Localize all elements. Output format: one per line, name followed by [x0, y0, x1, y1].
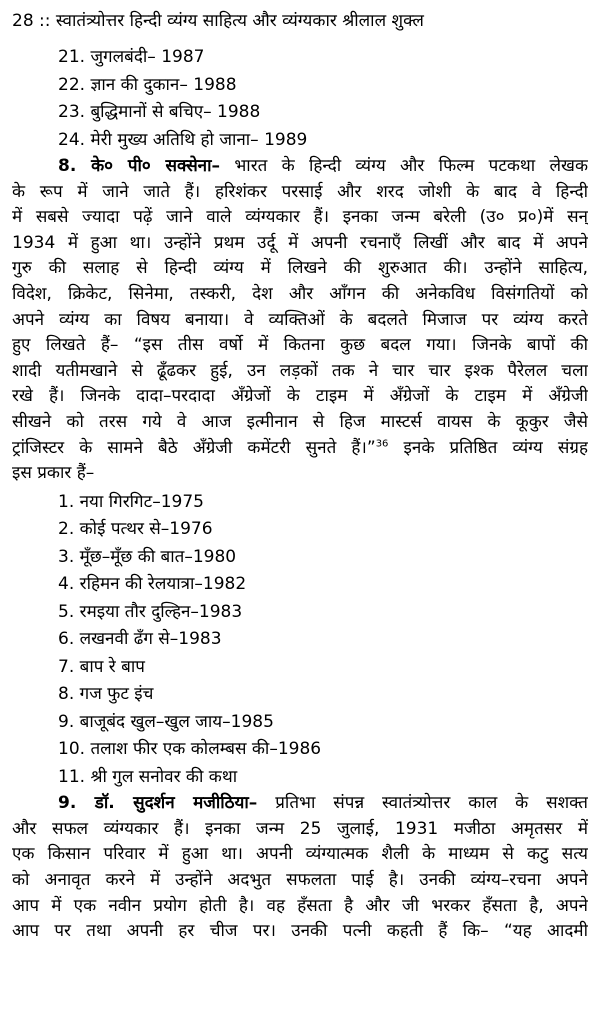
list-item: 21. जुगलबंदी– 1987 — [58, 47, 205, 67]
paragraph-line: में सबसे ज्यादा पढ़ें जाने वाले व्यंग्यकार हैं। इनका जन्म बरेली (उ० प्र०)में सन् — [12, 207, 588, 228]
list-item: 24. मेरी मुख्य अतिथि हो जाना– 1989 — [58, 129, 308, 150]
section-9-paragraph — [12, 791, 588, 945]
list-item: 11. श्री गुल सनोवर की कथा — [58, 766, 238, 787]
paragraph-line: हुए लिखते हैं– “इस तीस वर्षो में कितना कुछ बदल गया। जिनके बापों की — [12, 335, 588, 356]
paragraph-line: अपने व्यंग्य का विषय बनाया। वे व्यक्तिओं के बदलते मिजाज पर व्यंग्य करते — [12, 309, 588, 330]
paragraph-line: विदेश, क्रिकेट, सिनेमा, तस्करी, देश और आँगन की अनेकविध विसंगतियों को — [12, 283, 588, 304]
paragraph-line: इस प्रकार हैं– — [12, 463, 95, 484]
list-item: 22. ज्ञान की दुकान– 1988 — [58, 74, 237, 95]
list-item: 2. कोई पत्थर से–1976 — [58, 519, 213, 540]
running-title: स्वातंत्र्योत्तर हिन्दी व्यंग्य साहित्य और व्यंग्यकार श्रीलाल शुक्ल — [55, 11, 424, 31]
list-item: 7. बाप रे बाप — [58, 656, 145, 677]
list-item: 10. तलाश फीर एक कोलम्बस की–1986 — [58, 739, 322, 760]
list-item: 23. बुद्धिमानों से बचिए– 1988 — [58, 102, 261, 122]
paragraph-line: 8. के० पी० सक्सेना– भारत के हिन्दी व्यंग्य और फिल्म पटकथा लेखक — [58, 156, 588, 176]
header-separator: :: — [39, 11, 51, 31]
paragraph-line: गुरु की सलाह से हिन्दी व्यंग्य में लिखने की शुरुआत की। उन्होंने साहित्य, — [12, 258, 588, 279]
satire-collections-list — [12, 489, 588, 792]
paragraph-line: 9. डॉ. सुदर्शन मजीठिया– प्रतिभा संपन्न स्वातंत्र्योत्तर काल के सशक्त — [58, 793, 588, 814]
paragraph-line: ट्रांजिस्टर के सामने बैठे अँग्रेजी कमेंटरी सुनते हैं।”$^{36}$ इनके प्रतिष्ठित व्यंग्य संग्रह — [12, 437, 588, 458]
footnote-marker: 36 — [375, 437, 389, 449]
section-9-heading: 9. डॉ. सुदर्शन मजीठिया– — [58, 793, 258, 814]
paragraph-line: सीखने को तरस गये वे आज इत्मीनान से हिज मास्टर्स वायस के कूकुर जैसे — [12, 411, 588, 432]
page-header — [12, 8, 588, 34]
paragraph-line: के रूप में जाने जाते हैं। हरिशंकर परसाई और शरद जोशी के बाद वे हिन्दी — [12, 181, 588, 202]
paragraph-line: शादी यतीमखाने से ढूँढकर हुई, उन लड़कों तक ने चार चार इश्क पैरेलल चला — [12, 360, 588, 381]
list-item: 3. मूँछ–मूँछ की बात–1980 — [58, 546, 237, 567]
paragraph-line: रखे हैं। जिनके दादा–परदादा अँग्रेजों के टाइम में अँग्रेजों के टाइम में अँग्रेजी — [12, 386, 588, 407]
paragraph-line: एक किसान परिवार में हुआ था। अपनी व्यंग्यात्मक शैली के माध्यम से कटु सत्य — [12, 844, 588, 865]
section-8-heading: 8. के० पी० सक्सेना– — [58, 156, 221, 176]
list-item: 4. रहिमन की रेलयात्रा–1982 — [58, 574, 247, 595]
paragraph-line: आप पर तथा अपनी हर चीज पर। उनकी पत्नी कहती हैं कि– “यह आदमी — [12, 921, 588, 942]
paragraph-line: को अनावृत करने में उन्होंने अदभुत सफलता पाई है। उनकी व्यंग्य–रचना अपने — [12, 870, 588, 890]
list-item: 5. रमइया तौर दुल्हिन–1983 — [58, 601, 243, 622]
book-list-continued — [12, 44, 588, 154]
paragraph-line: आप में एक नवीन प्रयोग होती है। वह हँसता है और जी भरकर हँसता है, अपने — [12, 895, 588, 916]
paragraph-line: और सफल व्यंग्यकार हैं। इनका जन्म 25 जुलाई, 1931 मजीठा अमृतसर में — [12, 818, 588, 839]
page-number: 28 — [12, 11, 34, 31]
list-item: 1. नया गिरगिट–1975 — [58, 491, 204, 512]
section-8-paragraph — [12, 154, 588, 487]
list-item: 6. लखनवी ढँग से–1983 — [58, 629, 222, 650]
paragraph-line: 1934 में हुआ था। उन्होंने प्रथम उर्दू में अपनी रचनाएँ लिखीं और बाद में अपने — [12, 232, 588, 253]
list-item: 8. गज फुट इंच — [58, 684, 154, 705]
list-item: 9. बाजूबंद खुल–खुल जाय–1985 — [58, 711, 274, 732]
